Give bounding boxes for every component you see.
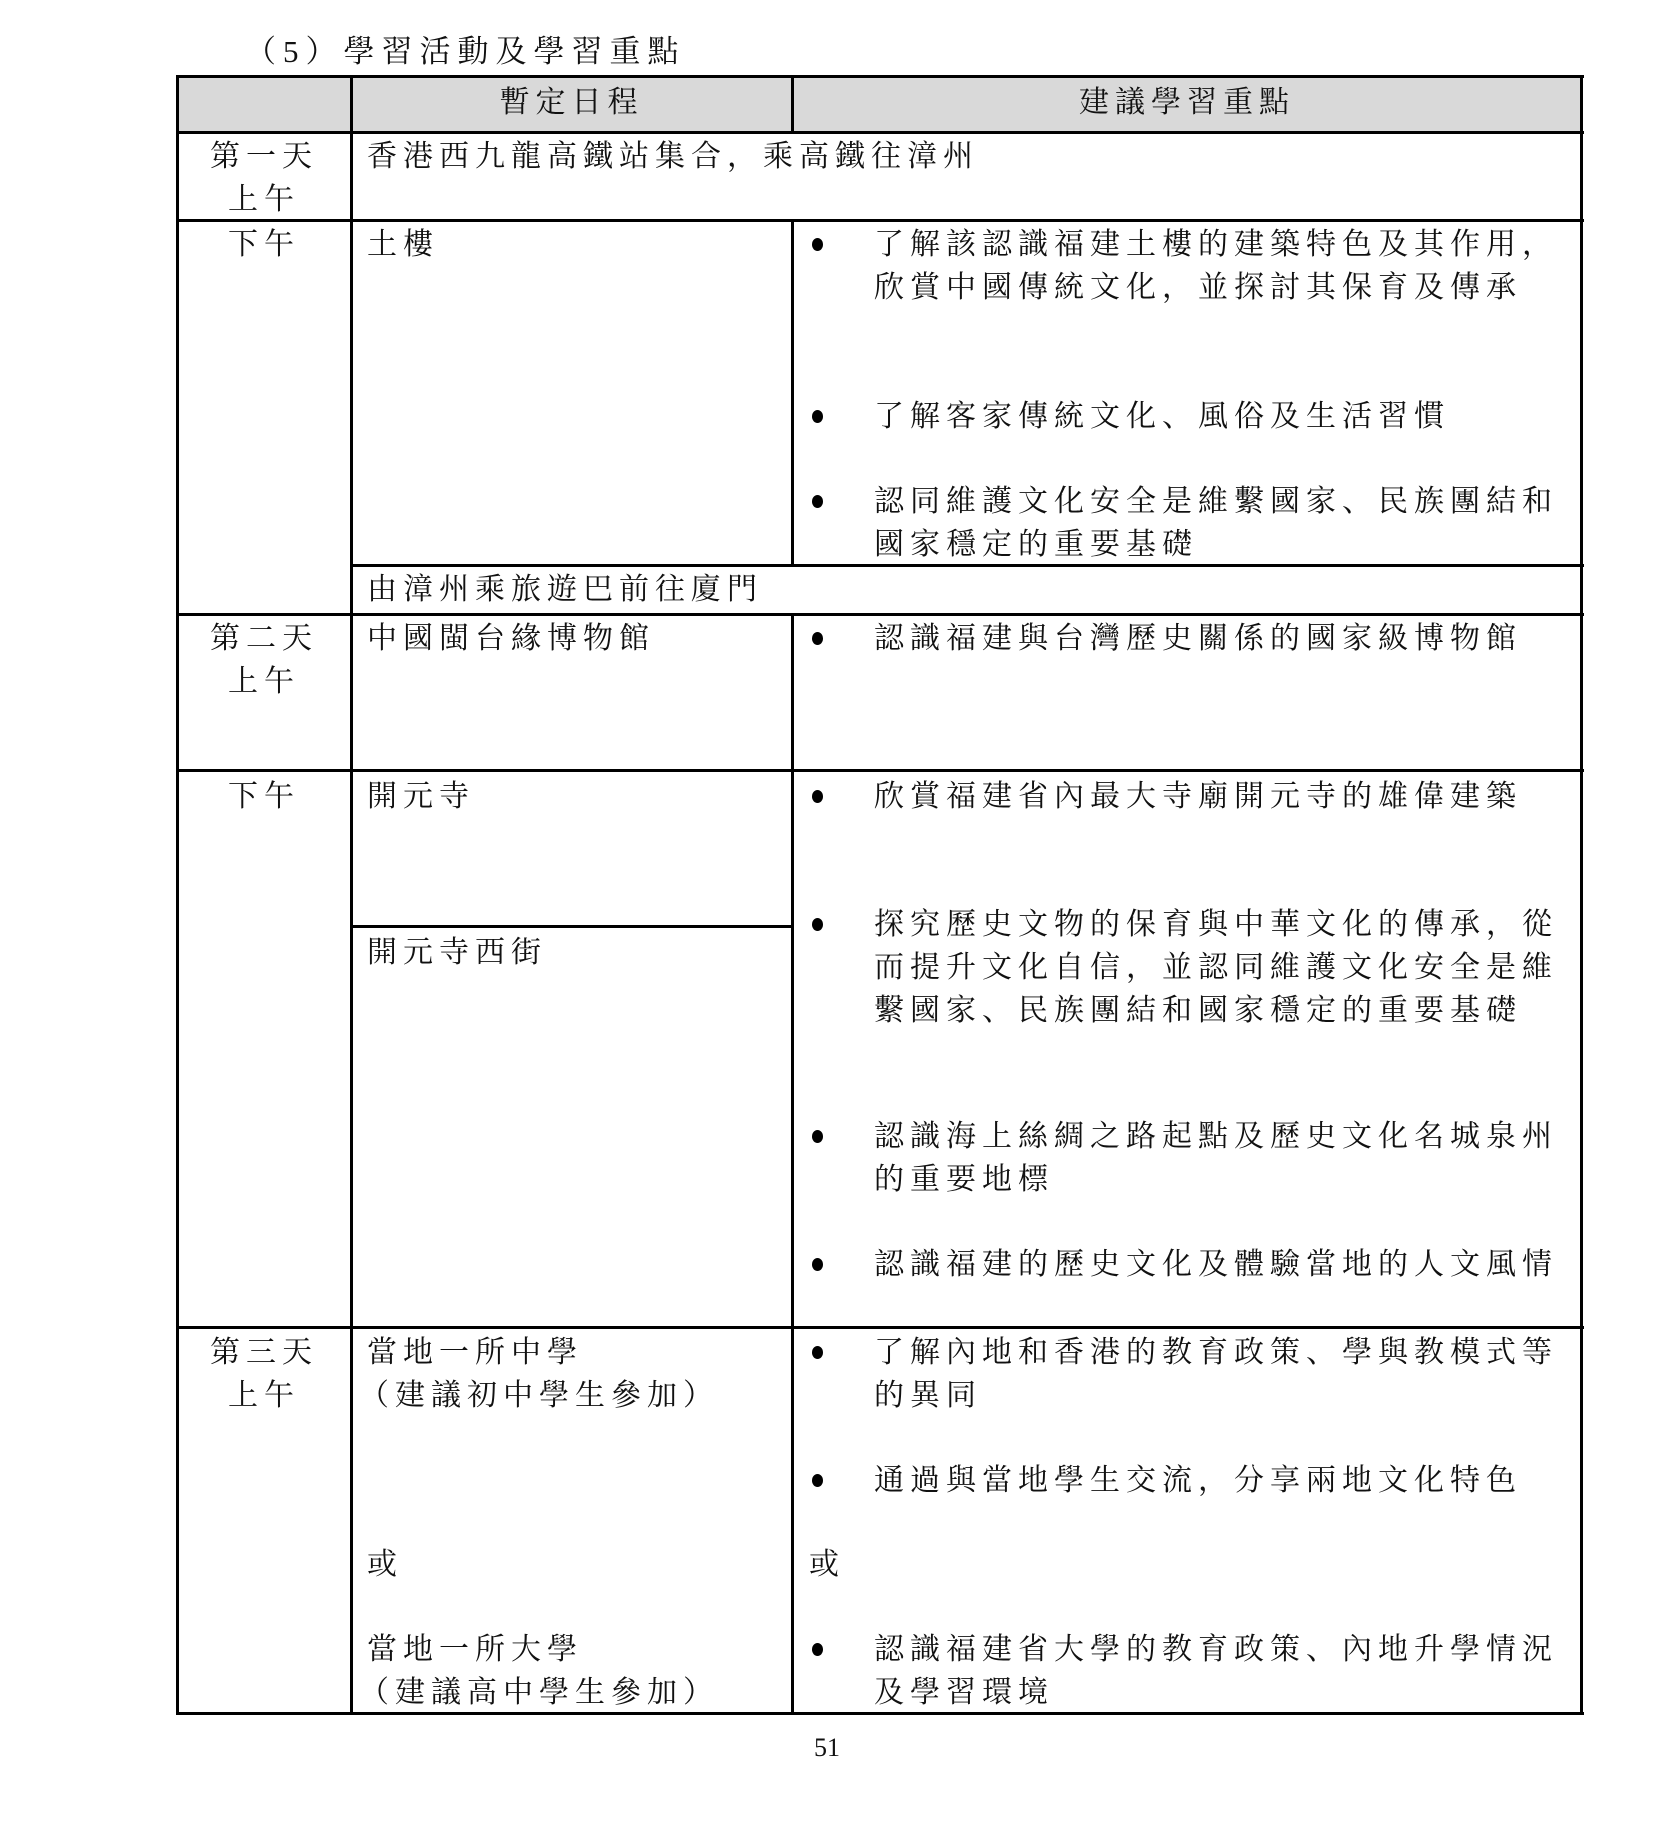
bullet-icon [812, 1130, 823, 1143]
day2-pm-schedule-1: 開元寺 [367, 779, 475, 814]
bullet-icon [812, 495, 823, 508]
bullet-icon [812, 238, 823, 251]
border-col2-day2-3 [791, 613, 794, 1715]
border-day2-pm-top [177, 769, 1584, 772]
border-day2-top [177, 613, 1584, 616]
transfer-note: 由漳州乘旅遊巴前往廈門 [367, 572, 763, 607]
border-col2-header [791, 75, 794, 134]
border-schedule-split [351, 925, 794, 928]
day2-am-time [177, 617, 351, 703]
border-header-bottom [177, 131, 1584, 134]
bullet-icon [812, 918, 823, 931]
day3-option1-schedule: 當地一所中學 （建議初中學生參加） [359, 1335, 719, 1413]
bullet-icon [812, 632, 823, 645]
period-label: 上午 [228, 664, 300, 699]
day3-or-points: 或 [809, 1547, 845, 1582]
border-right [1580, 75, 1583, 1715]
section-title [245, 32, 686, 72]
day1-am-time [177, 135, 351, 221]
day1-pm-schedule: 土樓 [367, 227, 439, 262]
border-col1 [350, 75, 353, 1715]
border-col2-day1 [791, 219, 794, 567]
section-number: （5） [245, 34, 344, 69]
period-label: 上午 [228, 182, 300, 217]
day-label: 第一天 [210, 139, 318, 174]
day3-option2-schedule: 當地一所大學 （建議高中學生參加） [359, 1632, 719, 1710]
border-left [176, 75, 179, 1715]
bullet-icon [812, 1258, 823, 1271]
bullet-icon [812, 1643, 823, 1656]
bullet-icon [812, 790, 823, 803]
day2-pm-schedule-2: 開元寺西街 [367, 935, 547, 970]
day1-am-schedule: 香港西九龍高鐵站集合，乘高鐵往漳州 [367, 139, 979, 174]
header-schedule: 暫定日程 [499, 85, 644, 120]
day1-pm-time: 下午 [228, 227, 300, 262]
day3-am-time [177, 1331, 351, 1417]
bullet-icon [812, 1474, 823, 1487]
page-number: 51 [814, 1733, 840, 1762]
border-top [177, 75, 1584, 78]
day2-pm-time: 下午 [228, 779, 300, 814]
period-label: 上午 [228, 1378, 300, 1413]
border-day3-top [177, 1326, 1584, 1329]
header-learning-focus: 建議學習重點 [1079, 85, 1295, 120]
bullet-icon [812, 410, 823, 423]
border-day1-am-bottom [177, 219, 1584, 222]
day2-am-schedule: 中國閩台緣博物館 [367, 621, 655, 656]
day-label: 第二天 [210, 621, 318, 656]
day-label: 第三天 [210, 1335, 318, 1370]
day3-or-schedule: 或 [367, 1547, 403, 1582]
bullet-icon [812, 1346, 823, 1359]
section-title-text: 學習活動及學習重點 [343, 34, 686, 70]
